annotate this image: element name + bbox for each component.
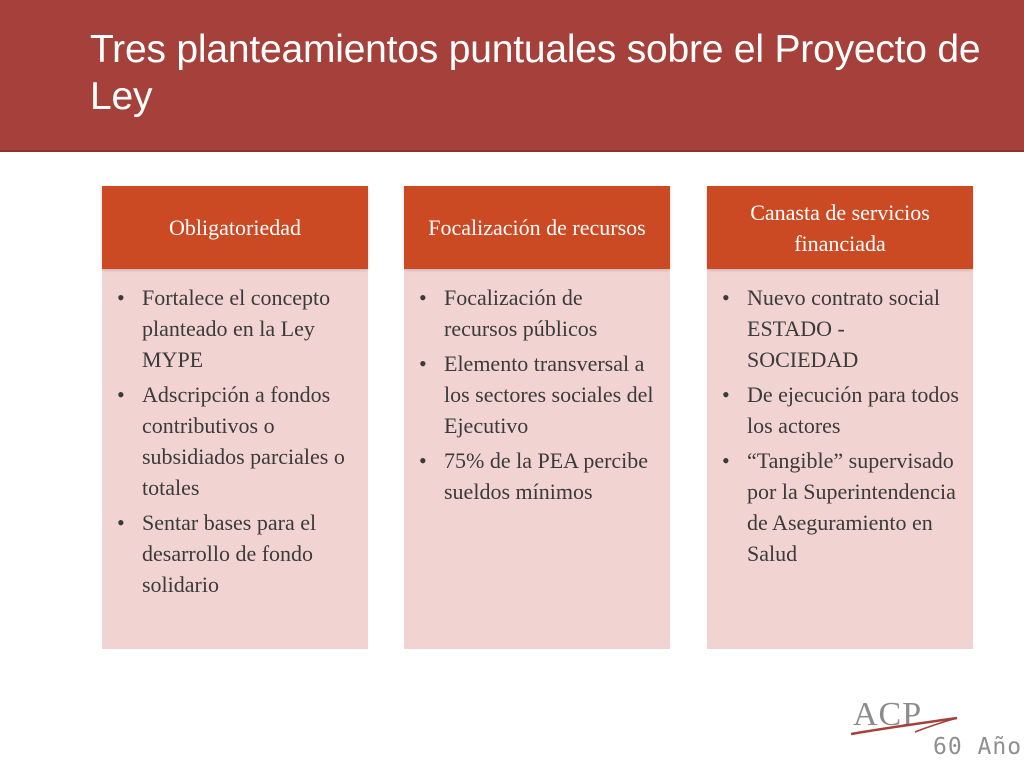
logo-text: ACP: [853, 696, 923, 733]
bullet-icon: •: [117, 510, 125, 535]
bullet-text: Sentar bases para el desarrollo de fondo solidario: [142, 510, 317, 597]
column-header-label: Obligatoriedad: [169, 215, 301, 240]
bullet-list: [114, 282, 356, 600]
anniversary-label: 60 Año: [933, 734, 1023, 760]
column-header: [707, 186, 973, 269]
bullet-item: [114, 282, 356, 375]
bullet-text: Fortalece el concepto planteado en la Ley MYPE: [142, 285, 331, 372]
column-body: [102, 269, 368, 649]
bullet-item: [114, 507, 356, 600]
bullet-icon: •: [419, 448, 427, 473]
column-body: [404, 269, 670, 649]
column-header: [102, 186, 368, 269]
bullet-item: [719, 379, 961, 441]
bullet-list: [416, 282, 658, 507]
bullet-item: [416, 348, 658, 441]
bullet-list: [719, 282, 961, 569]
title-band: [0, 0, 1024, 152]
bullet-icon: •: [117, 285, 125, 310]
column-header-label: Focalización de recursos: [428, 215, 646, 240]
bullet-text: Focalización de recursos públicos: [444, 285, 598, 341]
bullet-item: [719, 445, 961, 569]
bullet-text: Elemento transversal a los sectores sociales del Ejecutivo: [444, 351, 654, 438]
column-obligatoriedad: [102, 186, 368, 649]
bullet-icon: •: [722, 382, 730, 407]
bullet-icon: •: [419, 285, 427, 310]
bullet-item: [416, 282, 658, 344]
bullet-text: Nuevo contrato social ESTADO - SOCIEDAD: [747, 285, 941, 372]
bullet-item: [114, 379, 356, 503]
bullet-text: Adscripción a fondos contributivos o subsidiados parciales o totales: [142, 382, 345, 500]
bullet-item: [416, 445, 658, 507]
bullet-icon: •: [117, 382, 125, 407]
slide-title: Tres planteamientos puntuales sobre el Proyecto de Ley: [90, 28, 981, 118]
column-focalizacion: [404, 186, 670, 649]
bullet-icon: •: [722, 448, 730, 473]
column-header-label: Canasta de servicios financiada: [750, 199, 930, 256]
column-header: [404, 186, 670, 269]
bullet-icon: •: [722, 285, 730, 310]
bullet-icon: •: [419, 351, 427, 376]
column-body: [707, 269, 973, 649]
bullet-text: De ejecución para todos los actores: [747, 382, 959, 438]
bullet-item: [719, 282, 961, 375]
column-canasta: [707, 186, 973, 649]
bullet-text: 75% de la PEA percibe sueldos mínimos: [444, 448, 649, 504]
bullet-text: “Tangible” supervisado por la Superintendencia de Aseguramiento en Salud: [747, 448, 956, 566]
